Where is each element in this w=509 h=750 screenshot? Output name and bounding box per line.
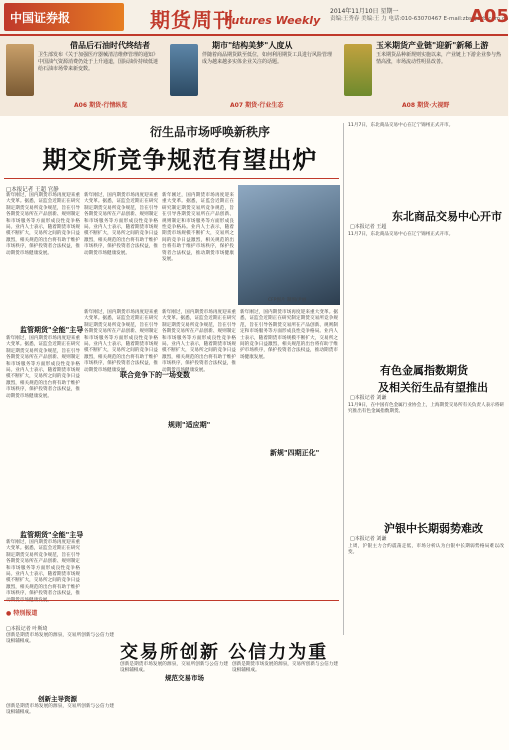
teaser-title: 借品后石油时代终结者 <box>70 41 150 50</box>
byline: □本报记者 刘谦 <box>350 395 387 401</box>
article-column: 新年刚过，国内期货市场再度迎来重大变革。据悉，证监会近期正在研究制定期货交易所竞争规范，旨在引导各期货交易所在产品创新、规则制定和市场服务等方面形成良性竞争格局。业内人士表示，随着期货市场规模不断扩大，交易所之间的竞争日益激烈，相关规范的出台将有助于维护市场秩序，保护投资者合法权益，推动期货市场健康发展。 <box>84 193 158 256</box>
subhead: 联合竞争下的一场变数 <box>120 371 190 379</box>
teaser-page-link[interactable]: A06 期货·行情纵览 <box>74 102 128 109</box>
right-headline[interactable]: 沪银中长期弱势难改 <box>384 522 483 535</box>
article-column: 创新是期货市场发展的源泉，交易所创新与公信力建设相辅相成。 <box>120 662 228 674</box>
edition-date: 2014年11月10日 星期一 <box>330 8 399 15</box>
article-column: 创新是期货市场发展的源泉，交易所创新与公信力建设相辅相成。 <box>6 633 114 645</box>
right-headline[interactable]: 及相关衍生品有望推出 <box>378 381 488 394</box>
teaser-page-link[interactable]: A07 期货·行业生态 <box>230 102 284 109</box>
section-tag: ● 特别报道 <box>6 610 38 617</box>
byline: □本报记者 叶斯琦 <box>6 626 48 632</box>
right-headline[interactable]: 有色金属指数期货 <box>380 364 468 377</box>
article-column: 新年刚过，国内期货市场再度迎来重大变革。据悉，证监会近期正在研究制定期货交易所竞争规范，旨在引导各期货交易所在产品创新、规则制定和市场服务等方面形成良性竞争格局。业内人士表示，随着期货市场规模不断扩大，交易所之间的竞争日益激烈，相关规范的出台将有助于维护市场秩序，保护投资者合法权益，推动期货市场健康发展。 <box>162 310 236 373</box>
right-headline[interactable]: 东北商品交易中心开市 <box>392 210 502 223</box>
teaser-image <box>344 44 372 96</box>
section-title: 期货周刊 <box>150 8 234 32</box>
editor-contact: 责编:王秀春 美编:王 力 电话:010-63070467 E-mail:zbs@zzb.com.cn <box>330 16 509 22</box>
byline: □本报记者 王超 <box>350 224 387 230</box>
subhead: 规范交易市场 <box>165 674 204 682</box>
teaser-summary: 玉米期货品种新规则实施以来，产业链上下游企业参与热情高涨，市场流动性明显改善。 <box>376 52 502 65</box>
masthead <box>0 0 508 36</box>
article-column: 11月7日，东北商品交易中心在辽宁锦州正式开市。 <box>348 232 454 237</box>
article-column: 创新是期货市场发展的源泉，交易所创新与公信力建设相辅相成。 <box>232 662 338 674</box>
article-column: 11月7日，东北商品交易中心在辽宁锦州正式开市。 <box>348 123 454 128</box>
divider <box>4 178 339 179</box>
article-photo <box>238 185 340 305</box>
article-column: 新年刚过，国内期货市场再度迎来重大变革。据悉，证监会近期正在研究制定期货交易所竞争规范，旨在引导各期货交易所在产品创新、规则制定和市场服务等方面形成良性竞争格局。业内人士表示，随着期货市场规模不断扩大，交易所之间的竞争日益激烈，相关规范的出台将有助于维护市场秩序，保护投资者合法权益，推 <box>6 540 80 597</box>
byline: □本报记者 王超 官静 <box>6 187 59 193</box>
article-column: 11月9日，在中国有色金属行业协会上，上海期货交易所有关负责人表示将研究推出有色金属指数期货。 <box>348 403 504 415</box>
article-column: 新年刚过，国内期货市场再度迎来重大变革。据悉，证监会近期正在研究制定期货交易所竞争规范，旨在引导各期货交易所在产品创新、规则制定和市场服务等方面形成良性竞争格局。业内人士表示，随着期货市场规模不断扩大，交易所之间的竞争日益激烈，相关规范的出台将有助于维护市场秩序，保护投资者合法权益，推动期货市场健康发展。 <box>6 193 80 256</box>
subhead: 监管期货"全能"主导 <box>20 326 84 334</box>
teaser-page-link[interactable]: A08 期货·大视野 <box>402 102 450 109</box>
article-column: 创新是期货市场发展的源泉，交易所创新与公信力建设相辅相成。 <box>6 704 114 716</box>
teaser-image <box>6 44 34 96</box>
article-column: 新年刚过，国内期货市场再度迎来重大变革。据悉，证监会近期正在研究制定期货交易所竞争规范，旨在引导各期货交易所在产品创新、规则制定和市场服务等方面形成良性竞争格局。业内人士表示，随着期货市场规模不断扩大，交易所之间的竞争日益激烈，相关规范的出台将有助于维护市场秩序，保护投资者合法权益，推动期货市场健康发展。 <box>84 310 158 373</box>
column-divider <box>343 123 344 635</box>
teaser-1[interactable] <box>4 40 164 112</box>
subhead: 创新主导资源 <box>38 695 77 703</box>
teaser-image <box>170 44 198 96</box>
kicker: 衍生品市场呼唤新秩序 <box>150 125 271 139</box>
article-column: 新年刚过，国内期货市场再度迎来重大变革。据悉，证监会近期正在研究制定期货交易所竞争规范，旨在引导各期货交易所在产品创新、规则制定和市场服务等方面形成良性竞争格局。业内人士表示，随着期货市场规模不断扩大，交易所之间的竞争日益激烈，相关规范的出台将有助于维护市场秩序，保护投资者合法权益，推动期货市场健康发展。 <box>240 310 338 360</box>
teaser-title: 玉米期货产业链"迎新"新稀上游 <box>376 41 489 50</box>
logo-text: 中国证券报 <box>10 11 71 25</box>
byline: □本报记者 刘谦 <box>350 536 387 542</box>
bottom-headline[interactable]: 交易所创新 公信力为重 <box>120 642 329 663</box>
main-headline[interactable]: 期交所竞争规范有望出炉 <box>42 145 318 174</box>
newspaper-logo <box>4 3 124 31</box>
subhead: 监管期货"全能"主导 <box>20 531 84 539</box>
teaser-title: 期市"结构美梦"人度从 <box>212 41 293 50</box>
teaser-summary: 伴随着商品期货跌至低位，如何利用期货工具进行风险管理成为越来越多实体企业关注的话题。 <box>202 52 333 65</box>
page-number: A05 <box>470 6 509 27</box>
article-column: 新年刚过，国内期货市场再度迎来重大变革。据悉，证监会近期正在研究制定期货交易所竞争规范，旨在引导各期货交易所在产品创新、规则制定和市场服务等方面形成良性竞争格局。业内人士表示，随着期货市场规模不断扩大，交易所之间的竞争日益激烈，相关规范的出台将有助于维护市场秩序，保护投资者合法权益，推动期货市场健康发展。 <box>162 193 234 263</box>
teaser-summary: 卫生部发布《关于加强医疗器械清洁维修管理的通知》中国油气资源消费仍处于上升通道，国际油价持续低迷给石油市场带来新变数。 <box>38 52 159 72</box>
photo-caption: CFP图片 制图/尹丽 <box>268 298 307 303</box>
subhead: 新规"四期正化" <box>270 449 320 457</box>
subhead: 规则"适应期" <box>168 421 211 429</box>
teaser-2[interactable] <box>170 40 338 112</box>
teaser-3[interactable] <box>342 40 506 112</box>
divider <box>4 600 339 601</box>
section-title-en: Futures Weekly <box>225 14 321 27</box>
article-column: 上周，沪银主力合约震荡走低，市场分析认为白银中长期弱势格局难以改变。 <box>348 544 504 556</box>
article-column: 新年刚过，国内期货市场再度迎来重大变革。据悉，证监会近期正在研究制定期货交易所竞争规范，旨在引导各期货交易所在产品创新、规则制定和市场服务等方面形成良性竞争格局。业内人士表示，随着期货市场规模不断扩大，交易所之间的竞争日益激烈，相关规范的出台将有助于维护市场秩序，保护投资者合法权益，推动期货市场健康发展。 <box>6 336 80 399</box>
